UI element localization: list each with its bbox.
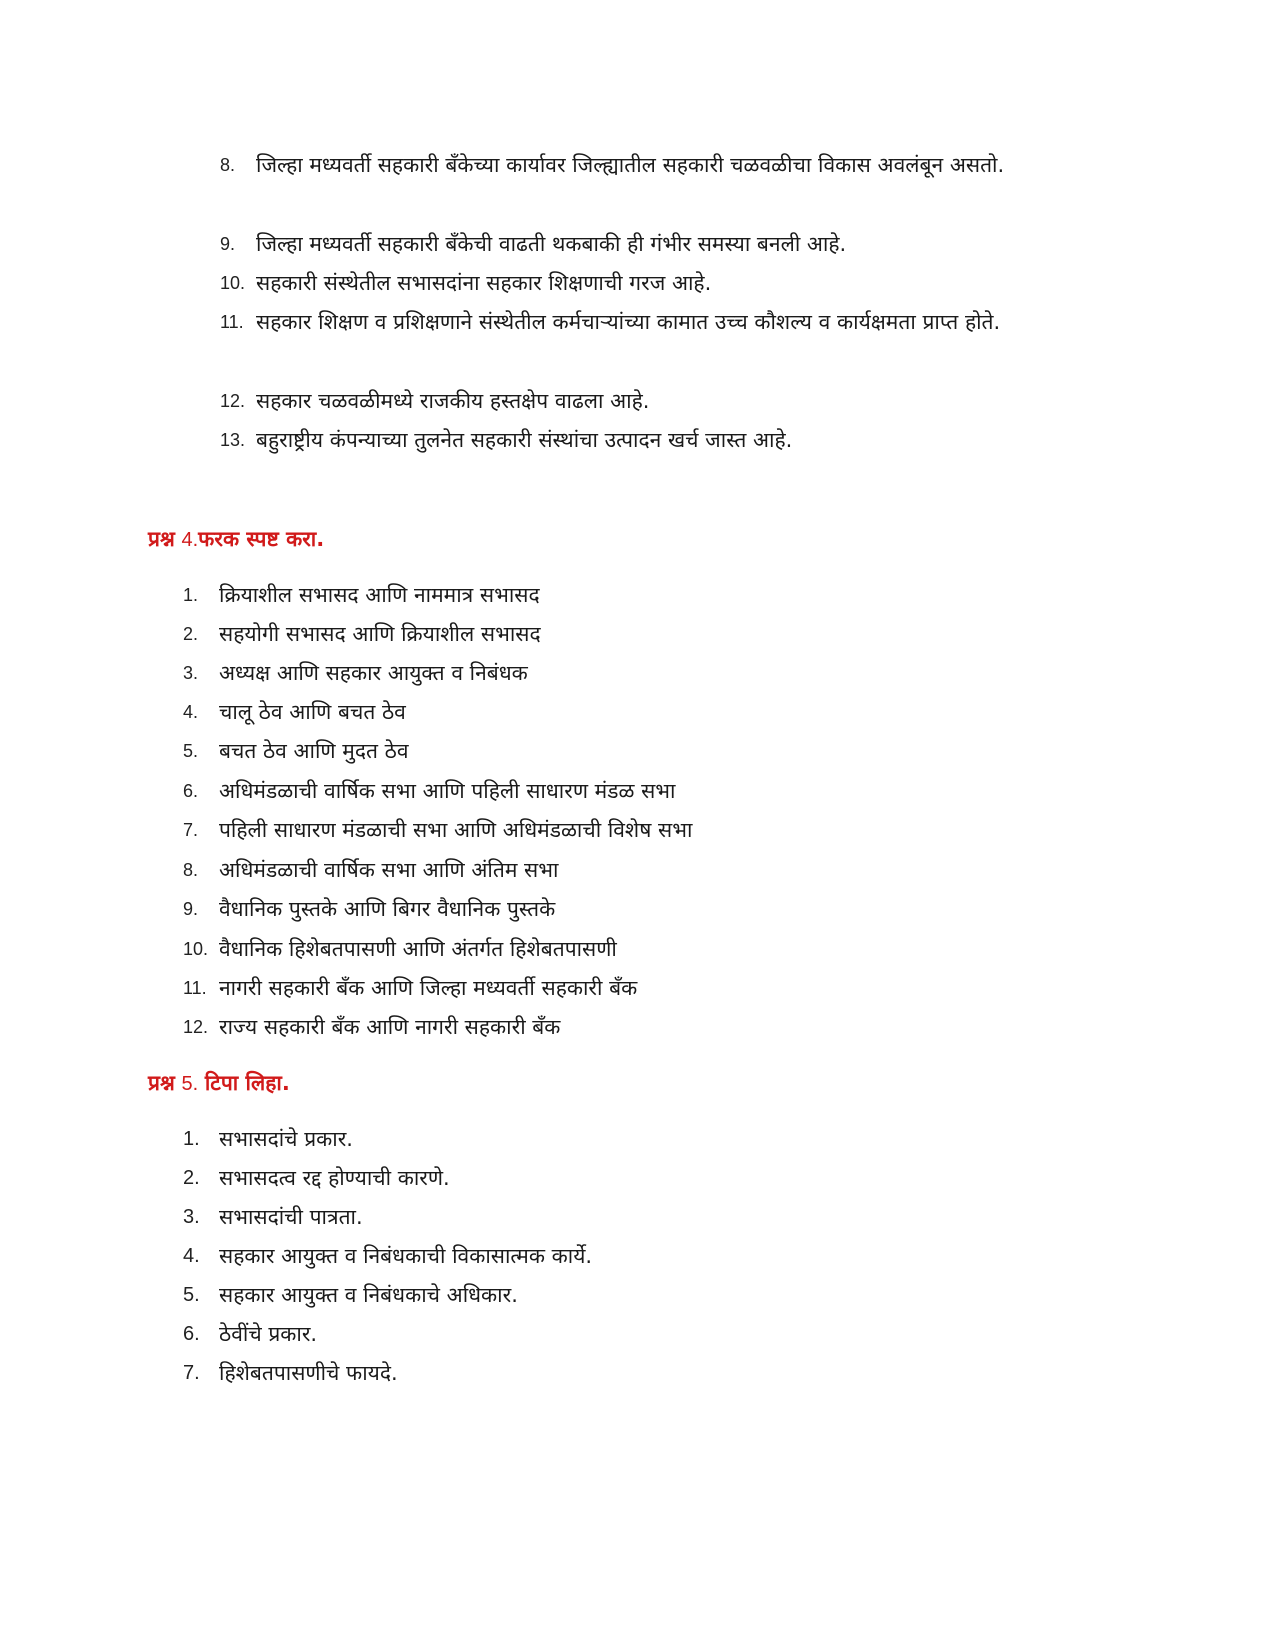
item-text: सभासदांचे प्रकार. xyxy=(219,1127,353,1151)
item-number: 2. xyxy=(183,624,199,644)
item-number: 1. xyxy=(183,1128,200,1150)
item-number: 3. xyxy=(183,1206,200,1228)
item-number: 12. xyxy=(220,391,246,411)
item-text: सभासदत्व रद्द होण्याची कारणे. xyxy=(219,1166,450,1190)
list-item xyxy=(220,381,649,421)
list-item xyxy=(183,575,540,615)
list-item xyxy=(183,889,555,929)
item-text: ठेवींचे प्रकार. xyxy=(219,1322,318,1346)
item-text: अध्यक्ष आणि सहकार आयुक्त व निबंधक xyxy=(219,661,528,685)
question-number: 5. xyxy=(181,1073,199,1095)
list-item xyxy=(183,653,528,693)
list-item xyxy=(220,145,1080,185)
question-label: प्रश्न xyxy=(148,1071,175,1095)
item-number: 10. xyxy=(220,273,246,293)
list-item xyxy=(183,810,692,850)
question-title: टिपा लिहा. xyxy=(204,1071,290,1095)
item-number: 9. xyxy=(220,234,236,254)
list-item xyxy=(183,1119,353,1159)
question-4-heading xyxy=(148,519,324,560)
list-item xyxy=(183,771,676,811)
item-number: 4. xyxy=(183,1245,200,1267)
question-title: फरक स्पष्ट करा. xyxy=(198,527,325,551)
list-item xyxy=(183,614,541,654)
item-number: 7. xyxy=(183,1362,200,1384)
item-text: सहकार शिक्षण व प्रशिक्षणाने संस्थेतील कर्मचाऱ्यांच्या कामात उच्च कौशल्य व कार्यक्षमता प्राप्त होते. xyxy=(256,310,1001,334)
item-number: 10. xyxy=(183,939,209,959)
list-item xyxy=(220,263,711,303)
item-text: अधिमंडळाची वार्षिक सभा आणि पहिली साधारण मंडळ सभा xyxy=(219,779,676,803)
item-text: जिल्हा मध्यवर्ती सहकारी बँकेची वाढती थकबाकी ही गंभीर समस्या बनली आहे. xyxy=(256,232,847,256)
item-text: सभासदांची पात्रता. xyxy=(219,1205,363,1229)
list-item xyxy=(220,420,792,460)
item-number: 3. xyxy=(183,663,199,683)
item-text: बहुराष्ट्रीय कंपन्याच्या तुलनेत सहकारी संस्थांचा उत्पादन खर्च जास्त आहे. xyxy=(256,428,793,452)
item-text: सहयोगी सभासद आणि क्रियाशील सभासद xyxy=(219,622,541,646)
list-item xyxy=(183,1236,592,1276)
item-text: वैधानिक हिशेबतपासणी आणि अंतर्गत हिशेबतपासणी xyxy=(219,937,617,961)
item-number: 6. xyxy=(183,1323,200,1345)
item-text: सहकारी संस्थेतील सभासदांना सहकार शिक्षणाची गरज आहे. xyxy=(256,271,712,295)
item-number: 1. xyxy=(183,585,199,605)
list-item xyxy=(183,1197,363,1237)
question-label: प्रश्न xyxy=(148,527,175,551)
item-text: सहकार आयुक्त व निबंधकाची विकासात्मक कार्ये. xyxy=(219,1244,593,1268)
item-number: 5. xyxy=(183,741,199,761)
item-number: 9. xyxy=(183,899,199,919)
list-item xyxy=(183,1353,398,1393)
item-text: पहिली साधारण मंडळाची सभा आणि अधिमंडळाची विशेष सभा xyxy=(219,818,693,842)
list-item xyxy=(183,1007,560,1047)
list-item xyxy=(183,929,617,969)
list-item xyxy=(183,1314,317,1354)
list-item xyxy=(183,731,409,771)
item-text: जिल्हा मध्यवर्ती सहकारी बँकेच्या कार्यावर जिल्ह्यातील सहकारी चळवळीचा विकास अवलंबून असतो. xyxy=(256,153,1005,177)
item-text: चालू ठेव आणि बचत ठेव xyxy=(219,700,406,724)
list-item xyxy=(183,1275,518,1315)
list-item xyxy=(183,850,558,890)
item-number: 6. xyxy=(183,781,199,801)
item-number: 8. xyxy=(220,155,236,175)
item-text: सहकार आयुक्त व निबंधकाचे अधिकार. xyxy=(219,1283,518,1307)
item-text: नागरी सहकारी बँक आणि जिल्हा मध्यवर्ती सहकारी बँक xyxy=(219,976,638,1000)
item-text: राज्य सहकारी बँक आणि नागरी सहकारी बँक xyxy=(219,1015,561,1039)
item-text: सहकार चळवळीमध्ये राजकीय हस्तक्षेप वाढला आहे. xyxy=(256,389,650,413)
item-number: 11. xyxy=(220,312,244,332)
list-item xyxy=(183,968,637,1008)
list-item xyxy=(183,1158,450,1198)
list-item xyxy=(183,692,406,732)
item-text: बचत ठेव आणि मुदत ठेव xyxy=(219,739,409,763)
question-number: 4. xyxy=(181,529,199,551)
question-5-heading xyxy=(148,1063,290,1104)
list-item xyxy=(220,224,846,264)
item-number: 12. xyxy=(183,1017,209,1037)
item-number: 13. xyxy=(220,430,246,450)
item-text: अधिमंडळाची वार्षिक सभा आणि अंतिम सभा xyxy=(219,858,559,882)
item-number: 8. xyxy=(183,860,199,880)
item-text: क्रियाशील सभासद आणि नाममात्र सभासद xyxy=(219,583,540,607)
item-number: 11. xyxy=(183,978,207,998)
item-number: 7. xyxy=(183,820,199,840)
item-number: 5. xyxy=(183,1284,200,1306)
item-number: 2. xyxy=(183,1167,200,1189)
item-number: 4. xyxy=(183,702,199,722)
list-item xyxy=(220,302,1080,342)
item-text: हिशेबतपासणीचे फायदे. xyxy=(219,1361,398,1385)
item-text: वैधानिक पुस्तके आणि बिगर वैधानिक पुस्तके xyxy=(219,897,556,921)
